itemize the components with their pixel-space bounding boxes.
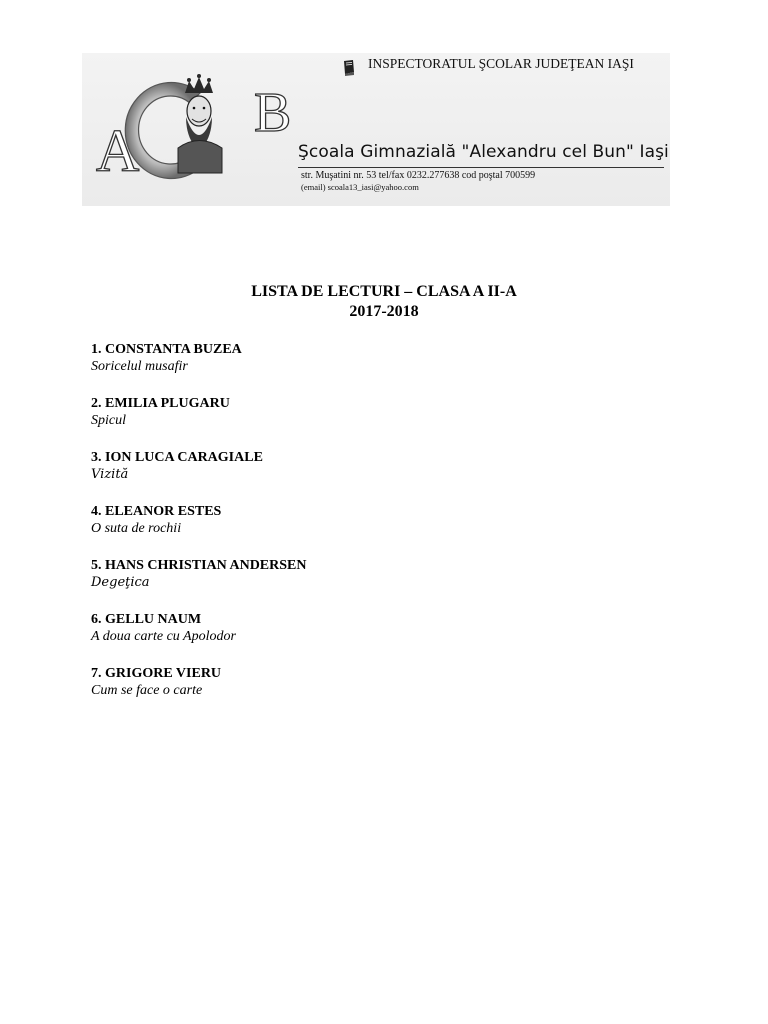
book-title: Degeţica xyxy=(91,575,150,590)
reading-list xyxy=(91,341,691,719)
list-item xyxy=(91,503,691,557)
letterhead xyxy=(82,53,670,206)
list-item xyxy=(91,395,691,449)
list-item xyxy=(91,665,691,719)
header-divider xyxy=(298,167,664,168)
book-title: Spicul xyxy=(91,413,126,428)
author-name: 5. HANS CHRISTIAN ANDERSEN xyxy=(91,558,307,573)
logo-letter-a: A xyxy=(96,118,140,184)
author-name: 6. GELLU NAUM xyxy=(91,612,202,627)
book-icon xyxy=(341,59,357,77)
logo-letter-c: C xyxy=(82,53,83,54)
book-title: Soricelul musafir xyxy=(91,359,188,374)
school-name: Şcoala Gimnazială "Alexandru cel Bun" Iaşi xyxy=(298,142,669,162)
school-year: 2017-2018 xyxy=(349,303,419,320)
list-item xyxy=(91,611,691,665)
logo-letter-b: B xyxy=(254,82,292,144)
author-name: 7. GRIGORE VIERU xyxy=(91,666,222,681)
school-logo xyxy=(82,53,302,206)
page-title: LISTA DE LECTURI – CLASA A II-A xyxy=(251,283,517,300)
list-item xyxy=(91,449,691,503)
book-title: Vizită xyxy=(91,467,129,482)
author-name: 1. CONSTANTA BUZEA xyxy=(91,342,242,357)
author-name: 3. ION LUCA CARAGIALE xyxy=(91,450,263,465)
author-name: 4. ELEANOR ESTES xyxy=(91,504,222,519)
list-item xyxy=(91,557,691,611)
book-title: A doua carte cu Apolodor xyxy=(91,629,236,644)
school-email: (email) scoala13_iasi@yahoo.com xyxy=(301,182,419,192)
school-address: str. Muşatini nr. 53 tel/fax 0232.277638 cod poştal 700599 xyxy=(301,170,536,181)
crown-icon xyxy=(185,74,213,93)
book-title: O suta de rochii xyxy=(91,521,182,536)
author-name: 2. EMILIA PLUGARU xyxy=(91,396,230,411)
book-title: Cum se face o carte xyxy=(91,683,203,698)
inspectorat-label: INSPECTORATUL ŞCOLAR JUDEŢEAN IAŞI xyxy=(368,56,634,71)
list-item xyxy=(91,341,691,395)
